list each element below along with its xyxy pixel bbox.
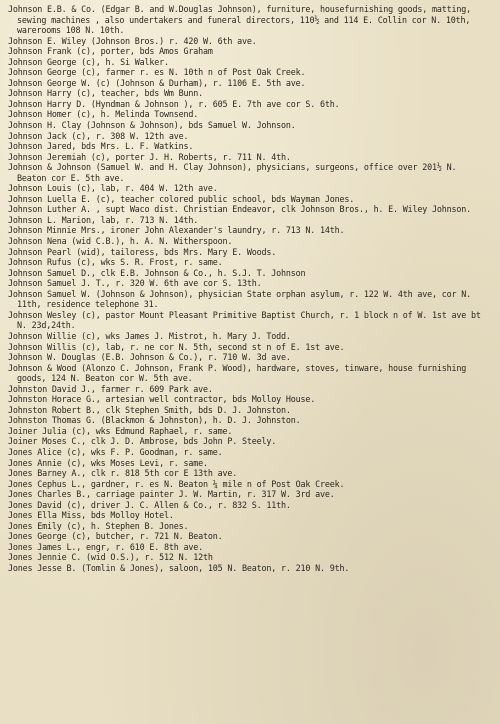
directory-entry: Jones Alice (c), wks F. P. Goodman, r. same. bbox=[8, 446, 223, 457]
directory-entry: Johnson Jeremiah (c), porter J. H. Roberts, r. 711 N. 4th. bbox=[8, 151, 291, 162]
directory-entry: Johnston Horace G., artesian well contractor, bds Molloy House. bbox=[8, 394, 316, 405]
directory-entry: Johnson Wesley (c), pastor Mount Pleasant Primitive Baptist Church, r. 1 block n of W. 1st ave bt N. 23d,24th. bbox=[8, 309, 486, 331]
directory-entry: Johnson L. Marion, lab, r. 713 N. 14th. bbox=[8, 214, 199, 225]
directory-entry: Jones Emily (c), h. Stephen B. Jones. bbox=[8, 520, 189, 531]
directory-entries bbox=[8, 4, 490, 574]
directory-entry: Johnston David J., farmer r. 609 Park ave. bbox=[8, 383, 213, 394]
directory-entry: Johnson Jack (c), r. 308 W. 12th ave. bbox=[8, 130, 189, 141]
directory-entry: Johnson E.B. & Co. (Edgar B. and W.Douglas Johnson), furniture, housefurnishing goods, matting, sewing machines , also undertakers and funeral directors, 110½ and 114 E. Collin cor N. 10th, warerooms 108 N. 10th. bbox=[8, 4, 476, 36]
directory-entry: Johnson Jared, bds Mrs. L. F. Watkins. bbox=[8, 141, 194, 152]
directory-entry: Jones Barney A., clk r. 818 5th cor E 13th ave. bbox=[8, 468, 238, 479]
directory-entry: Johnson Willie (c), wks James J. Mistrot, h. Mary J. Todd. bbox=[8, 330, 291, 341]
directory-entry: Johnson H. Clay (Johnson & Johnson), bds Samuel W. Johnson. bbox=[8, 120, 296, 131]
directory-entry: Johnson Harry (c), teacher, bds Wm Bunn. bbox=[8, 88, 203, 99]
directory-entry: Johnson & Johnson (Samuel W. and H. Clay Johnson), physicians, surgeons, office over 201½ N. Beaton cor E. 5th ave. bbox=[8, 162, 462, 183]
directory-entry: Johnson Samuel J. T., r. 320 W. 6th ave cor S. 13th. bbox=[8, 278, 262, 289]
directory-entry: Johnson George (c), farmer r. es N. 10th n of Post Oak Creek. bbox=[8, 67, 306, 78]
directory-entry: Johnson Frank (c), porter, bds Amos Graham bbox=[8, 46, 213, 57]
directory-entry: Johnson Minnie Mrs., ironer John Alexander's laundry, r. 713 N. 14th. bbox=[8, 225, 345, 236]
directory-entry: Johnson & Wood (Alonzo C. Johnson, Frank P. Wood), hardware, stoves, tinware, house furnishing goods, 124 N. Beaton cor W. 5th ave. bbox=[8, 362, 472, 384]
directory-entry: Jones Charles B., carriage painter J. W. Martin, r. 317 W. 3rd ave. bbox=[8, 489, 335, 500]
directory-entry: Jones David (c), driver J. C. Allen & Co., r. 832 S. 11th. bbox=[8, 499, 291, 510]
directory-entry: Johnson Nena (wid C.B.), h. A. N. Witherspoon. bbox=[8, 236, 233, 247]
directory-entry: Joiner Moses C., clk J. D. Ambrose, bds John P. Steely. bbox=[8, 436, 277, 447]
directory-entry: Johnson Luella E. (c), teacher colored public school, bds Wayman Jones. bbox=[8, 193, 355, 204]
directory-entry: Johnson Pearl (wid), tailoress, bds Mrs. Mary E. Woods. bbox=[8, 246, 277, 257]
directory-entry: Johnson Rufus (c), wks S. R. Frost, r. same. bbox=[8, 257, 223, 268]
directory-entry: Johnson Samuel D., clk E.B. Johnson & Co., h. S.J. T. Johnson bbox=[8, 267, 306, 278]
directory-entry: Jones Jennie C. (wid O.S.), r. 512 N. 12th bbox=[8, 552, 213, 563]
directory-entry: Johnson Harry D. (Hyndman & Johnson ), r. 605 E. 7th ave cor S. 6th. bbox=[8, 98, 340, 109]
directory-entry: Johnson Luther A. , supt Waco dist. Christian Endeavor, clk Johnson Bros., h. E. Wiley Johnson. bbox=[8, 204, 472, 215]
directory-entry: Johnson E. Wiley (Johnson Bros.) r. 420 W. 6th ave. bbox=[8, 35, 257, 46]
directory-entry: Jones Ella Miss, bds Molloy Hotel. bbox=[8, 510, 174, 521]
directory-entry: Jones Cephus L., gardner, r. es N. Beaton ¼ mile n of Post Oak Creek. bbox=[8, 478, 345, 489]
directory-entry: Johnson Willis (c), lab, r. ne cor N. 5th, second st n of E. 1st ave. bbox=[8, 341, 345, 352]
directory-entry: Jones Annie (c), wks Moses Levi, r. same. bbox=[8, 457, 208, 468]
directory-entry: Johnson W. Douglas (E.B. Johnson & Co.), r. 710 W. 3d ave. bbox=[8, 352, 291, 363]
directory-entry: Johnston Robert B., clk Stephen Smith, bds D. J. Johnston. bbox=[8, 404, 291, 415]
directory-entry: Johnson George W. (c) (Johnson & Durham), r. 1106 E. 5th ave. bbox=[8, 77, 306, 88]
directory-entry: Johnson Samuel W. (Johnson & Johnson), physician State orphan asylum, r. 122 W. 4th ave, cor N. 11th, residence telephone 31. bbox=[8, 288, 476, 310]
directory-entry: Johnson George (c), h. Si Walker. bbox=[8, 56, 169, 67]
directory-entry: Jones George (c), butcher, r. 721 N. Beaton. bbox=[8, 531, 223, 542]
directory-entry: Johnson Homer (c), h. Melinda Townsend. bbox=[8, 109, 199, 120]
directory-entry: Johnson Louis (c), lab, r. 404 W. 12th ave. bbox=[8, 183, 218, 194]
directory-entry: Johnston Thomas G. (Blackmon & Johnston), h. D. J. Johnston. bbox=[8, 415, 301, 426]
directory-entry: Joiner Julia (c), wks Edmund Raphael, r. same. bbox=[8, 425, 233, 436]
directory-entry: Jones James L., engr, r. 610 E. 8th ave. bbox=[8, 541, 203, 552]
directory-entry: Jones Jesse B. (Tomlin & Jones), saloon, 105 N. Beaton, r. 210 N. 9th. bbox=[8, 562, 350, 573]
